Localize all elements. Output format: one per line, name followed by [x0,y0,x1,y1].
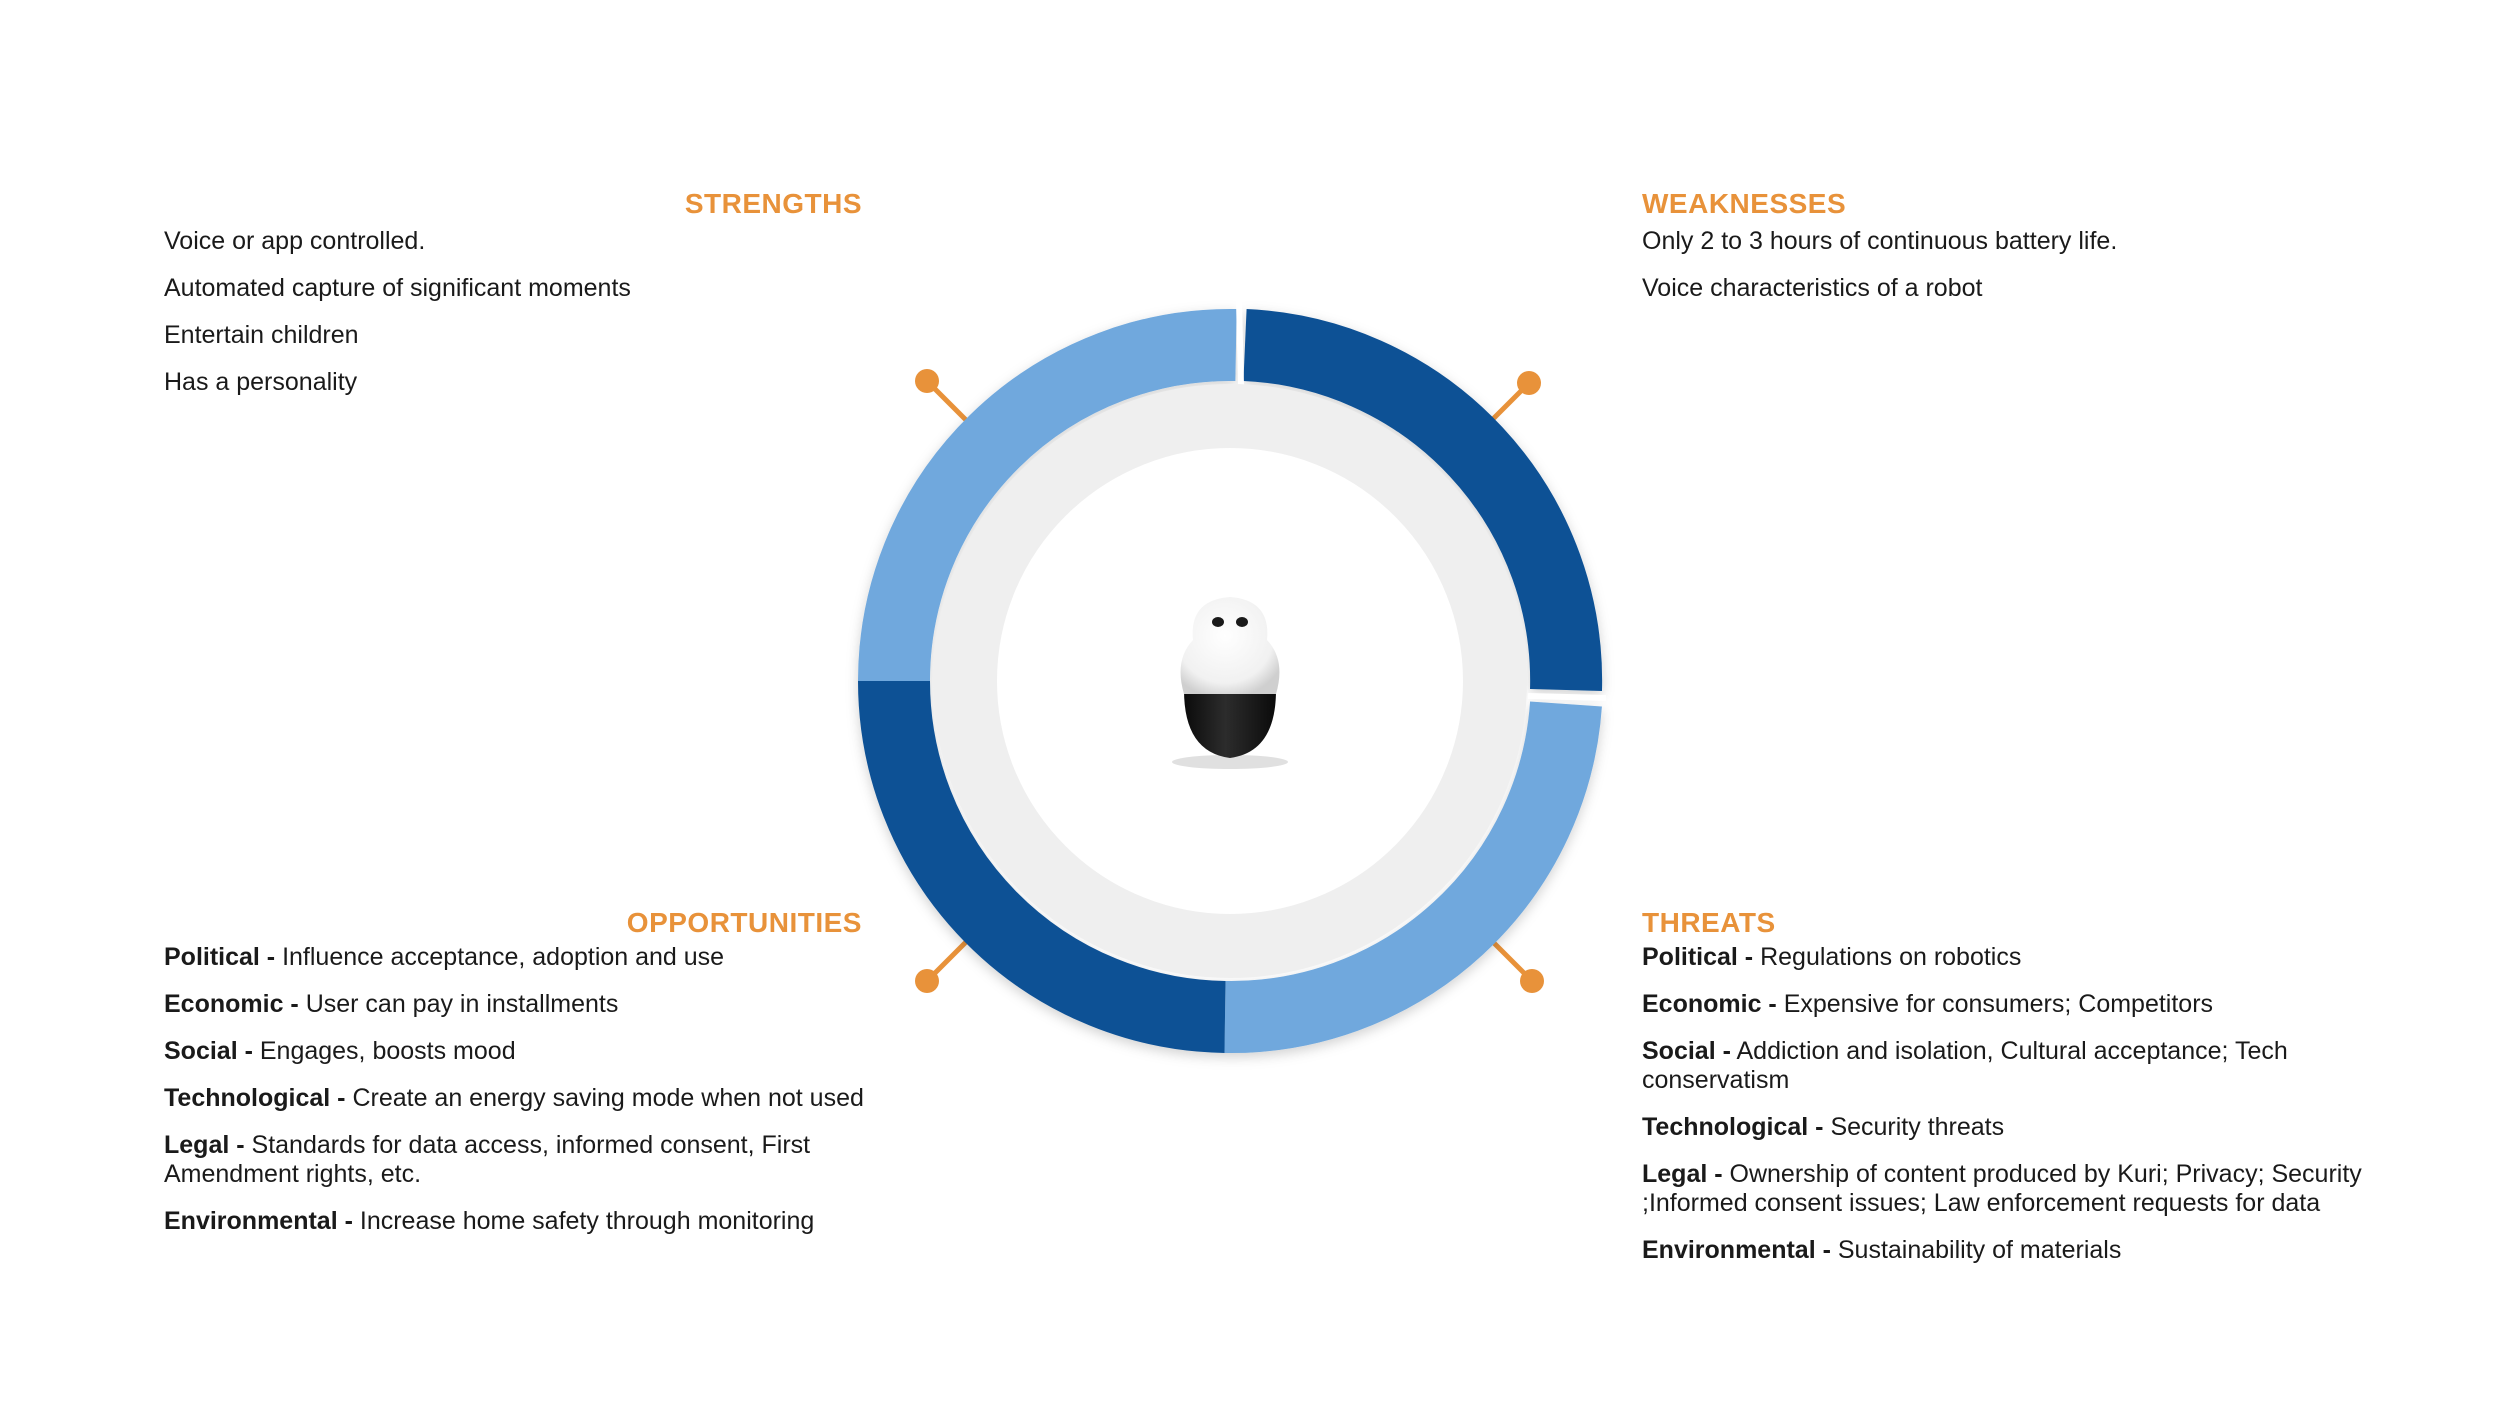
item-label: Economic - [1642,990,1777,1018]
item-text: Expensive for consumers; Competitors [1776,990,2214,1018]
list-item [1642,1113,2402,1142]
strengths-list [164,227,884,415]
weaknesses-list [1642,227,2362,321]
list-item: Voice characteristics of a robot [1642,274,1983,302]
item-label: Social - [1642,1037,1731,1065]
weaknesses-dot [1517,371,1541,395]
threats-list [1642,943,2402,1283]
item-text: Regulations on robotics [1753,943,2022,971]
weaknesses-heading: WEAKNESSES [1642,188,1847,219]
list-item [164,1131,884,1189]
item-text: Sustainability of materials [1830,1236,2122,1264]
list-item [164,990,884,1019]
list-item: Only 2 to 3 hours of continuous battery life. [1642,227,2118,255]
item-label: Legal - [1642,1160,1723,1188]
item-label: Social - [164,1037,253,1065]
list-item [1642,1236,2402,1265]
item-text: Create an energy saving mode when not used [345,1084,864,1112]
item-label: Environmental - [164,1207,353,1235]
threats-heading: THREATS [1642,907,1776,938]
list-item [1642,943,2402,972]
item-label: Economic - [164,990,299,1018]
list-item [1642,1160,2402,1218]
list-item: Automated capture of significant moments [164,274,631,302]
list-item: Voice or app controlled. [164,227,426,255]
list-item: Has a personality [164,368,358,396]
item-text: Standards for data access, informed consent, First Amendment rights, etc. [164,1131,811,1188]
item-label: Technological - [164,1084,346,1112]
opportunities-heading: OPPORTUNITIES [626,907,862,938]
item-label: Legal - [164,1131,245,1159]
item-text: Influence acceptance, adoption and use [275,943,725,971]
threats-dot [1520,969,1544,993]
item-text: Ownership of content produced by Kuri; Privacy; Security ;Informed consent issues; Law enforcement requests for data [1642,1160,2362,1217]
item-text: Increase home safety through monitoring [352,1207,815,1235]
list-item [164,1084,884,1113]
list-item [164,1207,884,1236]
robot-icon [1172,597,1288,769]
list-item [1642,990,2402,1019]
list-item [164,1037,884,1066]
item-text: Addiction and isolation, Cultural acceptance; Tech conservatism [1642,1037,2288,1094]
list-item: Entertain children [164,321,359,349]
item-text: User can pay in installments [298,990,619,1018]
item-label: Environmental - [1642,1236,1831,1264]
list-item [1642,1037,2402,1095]
item-text: Security threats [1823,1113,2005,1141]
item-label: Technological - [1642,1113,1824,1141]
item-label: Political - [164,943,276,971]
strengths-dot [915,369,939,393]
item-label: Political - [1642,943,1754,971]
item-text: Engages, boosts mood [252,1037,516,1065]
opportunities-dot [915,969,939,993]
opportunities-list [164,943,884,1254]
list-item [164,943,884,972]
strengths-heading: STRENGTHS [684,188,862,219]
